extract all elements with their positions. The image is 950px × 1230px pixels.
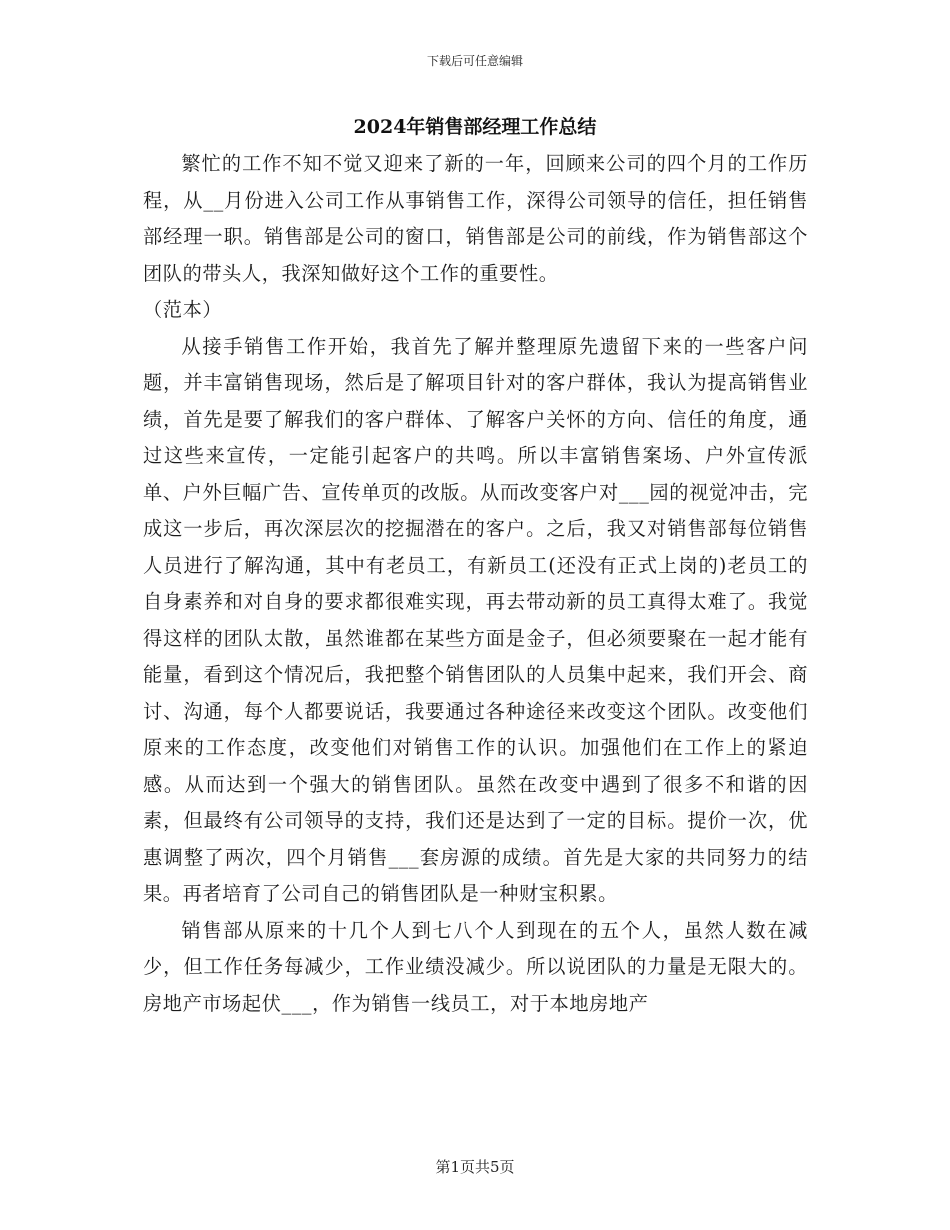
- body-paragraph-2: 从接手销售工作开始，我首先了解并整理原先遗留下来的一些客户问题，并丰富销售现场，然后是了解项目针对的客户群体，我认为提高销售业绩，首先是要了解我们的客户群体、了解客户关怀的方向、信任的角度，通过这些来宣传，一定能引起客户的共鸣。所以丰富销售案场、户外宣传派单、户外巨幅广告、宣传单页的改版。从而改变客户对___园的视觉冲击，完成这一步后，再次深层次的挖掘潜在的客户。之后，我又对销售部每位销售人员进行了解沟通，其中有老员工，有新员工(还没有正式上岗的)老员工的自身素养和对自身的要求都很难实现，再去带动新的员工真得太难了。我觉得这样的团队太散，虽然谁都在某些方面是金子，但必须要聚在一起才能有能量，看到这个情况后，我把整个销售团队的人员集中起来，我们开会、商讨、沟通，每个人都要说话，我要通过各种途径来改变这个团队。改变他们原来的工作态度，改变他们对销售工作的认识。加强他们在工作上的紧迫感。从而达到一个强大的销售团队。虽然在改变中遇到了很多不和谐的因素，但最终有公司领导的支持，我们还是达到了一定的目标。提价一次，优惠调整了两次，四个月销售___套房源的成绩。首先是大家的共同努力的结果。再者培育了公司自己的销售团队是一种财宝积累。: [143, 334, 808, 905]
- body-paragraph-1: 繁忙的工作不知不觉又迎来了新的一年，回顾来公司的四个月的工作历程，从__月份进入公司工作从事销售工作，深得公司领导的信任，担任销售部经理一职。销售部是公司的窗口，销售部是公司的前线，作为销售部这个团队的带头人，我深知做好这个工作的重要性。: [143, 152, 808, 285]
- document-title: 2024年销售部经理工作总结: [353, 116, 597, 138]
- body-paragraph-3: 销售部从原来的十几个人到七八个人到现在的五个人，虽然人数在减少，但工作任务每减少，工作业绩没减少。所以说团队的力量是无限大的。房地产市场起伏___，作为销售一线员工，对于本地房地产: [143, 918, 808, 1015]
- page-header-note: 下载后可任意编辑: [426, 54, 523, 68]
- body-paragraph-sample-note: （范本）: [143, 298, 223, 321]
- document-body: [143, 146, 808, 1022]
- page-number-footer: 第1页共5页: [435, 1158, 515, 1176]
